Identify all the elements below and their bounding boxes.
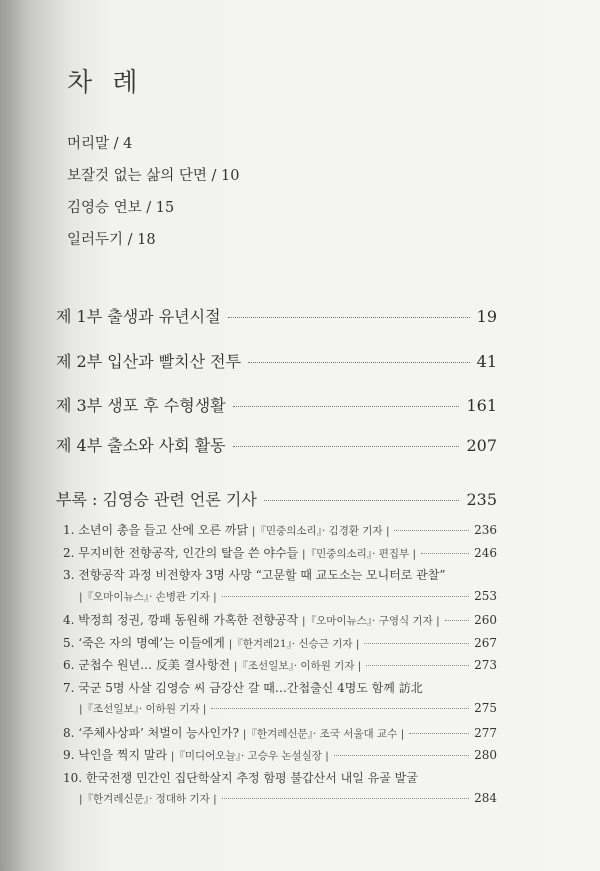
dot-leader	[228, 317, 470, 318]
toc-appendix[interactable]	[56, 487, 497, 510]
article-title: 3. 전향공작 과정 비전향자 3명 사망 “고문할 때 교도소는 모니터로 관찰”	[63, 568, 446, 582]
article-title: 10. 한국전쟁 민간인 집단학살지 추정 함평 불갑산서 내일 유골 발굴	[63, 770, 418, 785]
intro-item-chronology[interactable]: 김영승 연보 / 15	[67, 200, 175, 216]
article-item[interactable]	[63, 566, 497, 611]
dot-leader	[211, 708, 469, 709]
article-page: 236	[474, 523, 497, 537]
intro-item-glimpse[interactable]: 보잘것 없는 삶의 단면 / 10	[67, 168, 240, 184]
article-title: 9. 낙인을 찍지 말라	[63, 748, 168, 762]
intro-item-preface[interactable]: 머리말 / 4	[67, 136, 133, 152]
dot-leader	[364, 643, 469, 644]
dot-leader	[421, 553, 469, 554]
dot-leader	[445, 620, 469, 621]
part-page: 161	[466, 396, 497, 415]
article-item[interactable]	[63, 746, 497, 769]
article-page: 273	[474, 658, 497, 672]
dot-leader	[366, 665, 469, 666]
dot-leader	[233, 406, 460, 407]
article-source: |『오마이뉴스』· 손병관 기자 |	[79, 590, 217, 603]
article-page: 275	[474, 701, 497, 715]
part-page: 41	[476, 352, 497, 371]
article-title: 5. ‘죽은 자의 명예’는 이들에게	[63, 635, 225, 650]
part-label: 제 4부 출소와 사회 활동	[56, 436, 226, 455]
dot-leader	[409, 733, 469, 734]
dot-leader	[394, 530, 469, 531]
dot-leader	[233, 446, 460, 447]
article-page: 260	[474, 613, 497, 627]
article-title: 2. 무지비한 전향공작, 인간의 탈을 쓴 야수들	[63, 545, 299, 560]
toc-part-4[interactable]	[56, 433, 497, 456]
article-source: |『조선일보』· 이하원 기자 |	[233, 660, 362, 672]
article-item[interactable]	[63, 724, 497, 747]
toc-part-2[interactable]	[56, 349, 497, 372]
part-label: 제 2부 입산과 빨치산 전투	[56, 352, 242, 371]
article-source: |『한겨레신문』· 조국 서울대 교수 |	[242, 727, 405, 740]
part-page: 19	[476, 307, 497, 326]
article-page: 267	[474, 635, 497, 650]
article-source: |『조선일보』· 이하원 기자 |	[79, 703, 207, 715]
article-title: 4. 박정희 정권, 깡패 동원해 가혹한 전향공작	[63, 613, 299, 627]
article-page: 277	[474, 725, 497, 740]
toc-part-3[interactable]	[56, 393, 497, 416]
article-item[interactable]	[63, 611, 497, 634]
article-item[interactable]	[63, 769, 497, 814]
article-page: 246	[474, 545, 497, 560]
page-title: 차 례	[67, 68, 144, 98]
article-title: 1. 소년이 총을 들고 산에 오른 까닭	[63, 523, 249, 537]
article-item[interactable]	[63, 544, 497, 567]
intro-item-notes[interactable]: 일러두기 / 18	[67, 232, 156, 248]
article-title: 8. ‘주체사상파’ 처벌이 능사인가?	[63, 725, 240, 740]
article-source: |『한겨레신문』· 정대하 기자 |	[79, 793, 217, 805]
part-label: 제 3부 생포 후 수형생활	[56, 396, 226, 415]
article-source: |『미디어오늘』· 고승우 논설실장 |	[170, 750, 329, 762]
intro-list	[67, 132, 239, 260]
dot-leader	[222, 798, 469, 799]
article-title: 6. 군첩수 원년… 反美 결사항전	[63, 658, 231, 672]
article-source: |『민중의소리』· 김경환 기자 |	[251, 525, 390, 537]
dot-leader	[264, 500, 460, 501]
article-item[interactable]	[63, 656, 497, 679]
part-page: 207	[466, 436, 497, 455]
article-source: |『한겨레21』· 신승근 기자 |	[228, 637, 360, 650]
article-source: |『오마이뉴스』· 구영식 기자 |	[302, 615, 440, 627]
appendix-label: 부록 : 김영승 관련 언론 기사	[56, 490, 257, 509]
article-page: 280	[474, 748, 497, 762]
article-page: 284	[474, 791, 497, 805]
article-item[interactable]	[63, 634, 497, 657]
article-source: |『민중의소리』· 편집부 |	[302, 547, 417, 560]
part-label: 제 1부 출생과 유년시절	[56, 307, 221, 326]
article-page: 253	[474, 588, 497, 603]
dot-leader	[248, 362, 470, 363]
article-list	[63, 521, 497, 814]
article-title: 7. 국군 5명 사살 김영승 씨 금강산 갈 때…간첩출신 4명도 함께 訪北	[63, 680, 423, 695]
appendix-page: 235	[466, 490, 497, 509]
article-item[interactable]	[63, 679, 497, 724]
article-item[interactable]	[63, 521, 497, 544]
dot-leader	[222, 596, 469, 597]
dot-leader	[334, 755, 469, 756]
toc-part-1[interactable]	[56, 304, 497, 327]
